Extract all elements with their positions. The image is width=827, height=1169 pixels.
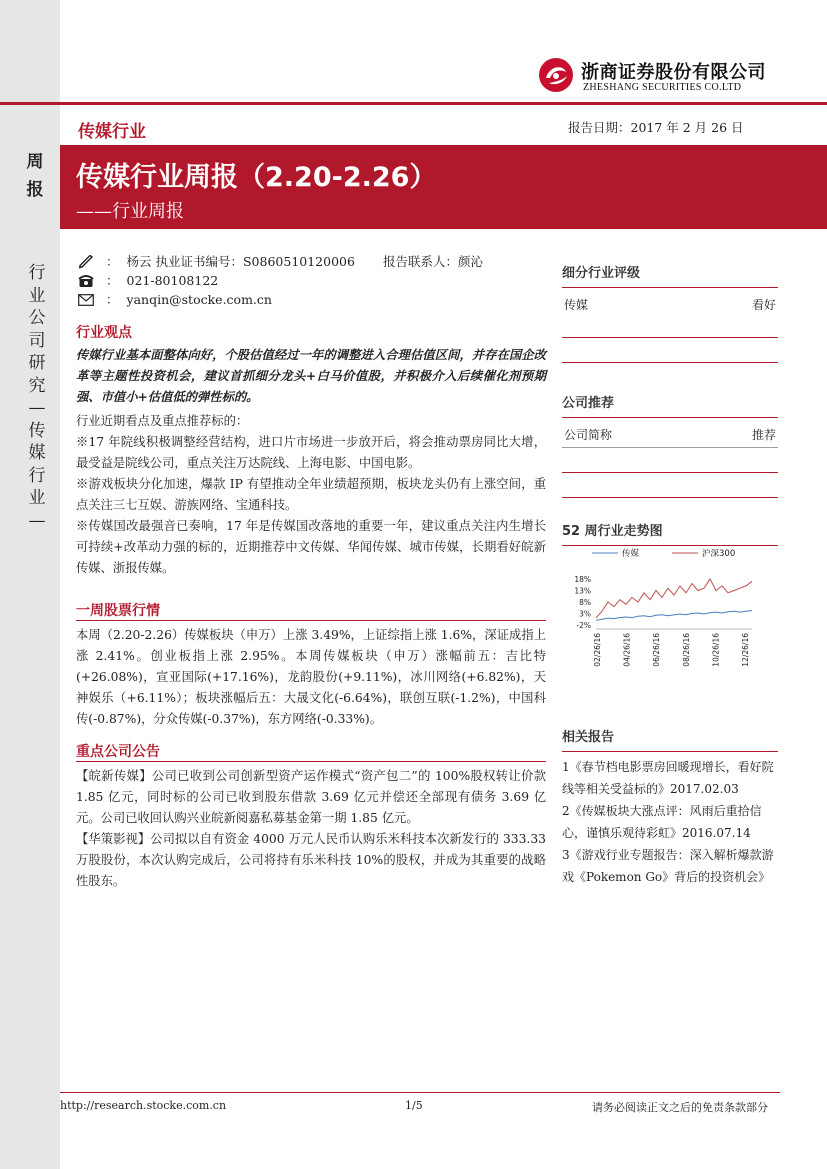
x-tick-label: 08/26/16 [681, 633, 691, 667]
view-section-title: 行业观点 [76, 325, 132, 341]
logo-en-name: ZHESHANG SECURITIES CO.LTD [583, 82, 742, 93]
pen-icon [78, 255, 100, 269]
announcements-section [76, 766, 546, 892]
view-point: ※传媒国改最强音已奏响，17 年是传媒国改落地的重要一年，建议重点关注内生增长可持续+改革动力强的标的，近期推荐中文传媒、华闻传媒、城市传媒，长期看好皖新传媒、浙报传媒。 [76, 519, 546, 575]
x-tick-label: 06/26/16 [652, 633, 662, 667]
recommend-header [562, 426, 778, 443]
rating-panel [562, 262, 778, 363]
doc-type-label: 周报 [26, 152, 44, 200]
view-point: ※游戏板块分化加速，爆款 IP 有望推动全年业绩超预期，板块龙头仍有上涨空间，重点关注三七互娱、游族网络、宝通科技。 [76, 477, 546, 512]
view-point: ※17 年院线积极调整经营结构，进口片市场进一步放开后，将会推动票房同比大增，最受益是院线公司，重点关注万达院线、上海电影、中国电影。 [76, 435, 546, 470]
footer-rule [60, 1092, 780, 1093]
header-rule [0, 102, 827, 105]
x-tick-label: 12/26/16 [741, 633, 750, 667]
report-subtitle: ——行业周报 [76, 201, 184, 222]
market-text: 本周（2.20-2.26）传媒板块（申万）上涨 3.49%，上证综指上涨 1.6%，深证成指上涨 2.41%。创业板指上涨 2.95%。本周传媒板块（申万）涨幅前五：吉比特(+26.08%)，宣亚国际(+17.16%)，龙韵股份(+9.11%)，冰川网络(+6.82%)，天神娱乐（+6.11%）；板块涨幅后五：大晟文化(-6.64%)，联创互联(-1.2%)，中国科传(-0.87%)，分众传媒(-0.37%)，东方网络(-0.33%)。 [76, 628, 546, 726]
logo-cn-name: 浙商证券股份有限公司 [581, 62, 766, 83]
recommend-panel [562, 392, 778, 498]
announcement-item: 【华策影视】公司拟以自有资金 4000 万元人民币认购乐米科技本次新发行的 333.33 万股股份，本次认购完成后，公司将持有乐米科技 10%的股权，并成为其重要的战略性股东。 [76, 832, 546, 888]
related-report-item[interactable]: 1《春节档电影票房回暖现增长，看好院线等相关受益标的》2017.02.03 [562, 760, 774, 796]
related-list [562, 756, 778, 888]
analyst-info: 杨云 执业证书编号：S0860510120006 [126, 254, 355, 269]
x-tick-label: 10/26/16 [711, 633, 721, 667]
email-address[interactable]: yanqin@stocke.com.cn [126, 292, 272, 307]
announcements-section-rule [76, 761, 546, 762]
rating-title: 细分行业评级 [562, 266, 641, 281]
footer-url[interactable]: http://research.stocke.com.cn [60, 1099, 227, 1112]
recommend-col-name: 公司简称 [564, 428, 613, 442]
liaison-info: 报告联系人：颜沁 [382, 254, 483, 269]
y-tick-label: 13% [574, 586, 591, 596]
title-banner [60, 145, 827, 229]
market-section-rule [76, 620, 546, 621]
y-tick-label: 3% [579, 609, 591, 619]
trend-panel [562, 520, 778, 546]
series-line [596, 579, 752, 618]
report-title: 传媒行业周报（2.20-2.26） [76, 162, 437, 193]
legend-label: 沪深300 [702, 549, 736, 559]
legend-label: 传媒 [622, 549, 640, 559]
industry-label: 传媒行业 [78, 122, 146, 142]
phone-icon [78, 274, 100, 288]
recommend-col-rec: 推荐 [751, 428, 776, 442]
view-intro: 行业近期看点及重点推荐标的： [76, 414, 249, 428]
phone-row: ： 021-80108122 [78, 271, 483, 290]
related-report-item[interactable]: 2《传媒板块大涨点评：风雨后重拾信心，谨慎乐观待彩虹》2016.07.14 [562, 804, 762, 840]
view-section [76, 344, 546, 579]
view-summary: 传媒行业基本面整体向好，个股估值经过一年的调整进入合理估值区间，并存在国企改革等主题性投资机会，建议首抓细分龙头+白马价值股，并积极介入后续催化剂预期强、市值小+估值低的弹性标的。 [76, 347, 546, 404]
y-tick-label: 8% [579, 598, 591, 607]
rating-row [562, 296, 778, 313]
related-report-item[interactable]: 3《游戏行业专题报告：深入解析爆款游戏《Pokemon Go》背后的投资机会》 [562, 848, 774, 884]
related-panel [562, 726, 778, 888]
phone-number: 021-80108122 [126, 273, 219, 288]
company-logo [537, 56, 777, 100]
recommend-title: 公司推荐 [562, 396, 615, 411]
category-vertical-label: 行业公司研究—传媒行业— [28, 263, 46, 531]
zheshang-logo-icon [537, 56, 575, 94]
x-tick-label: 02/26/16 [593, 633, 602, 667]
analyst-row: ： 杨云 执业证书编号：S0860510120006 报告联系人：颜沁 [78, 252, 483, 271]
report-date: 报告日期：2017 年 2 月 26 日 [568, 120, 744, 135]
rating-value: 看好 [751, 298, 776, 312]
rating-industry: 传媒 [564, 298, 589, 312]
email-row: ： yanqin@stocke.com.cn [78, 290, 483, 309]
y-tick-label: 18% [574, 575, 591, 584]
page-number: 1/5 [405, 1099, 423, 1112]
envelope-icon [78, 294, 100, 306]
contact-block [78, 252, 483, 309]
trend-title: 52 周行业走势图 [562, 524, 663, 539]
trend-chart [562, 545, 778, 705]
market-section [76, 625, 546, 730]
x-tick-label: 04/26/16 [622, 633, 632, 667]
market-section-title: 一周股票行情 [76, 603, 160, 619]
announcement-item: 【皖新传媒】公司已收到公司创新型资产运作模式“资产包二”的 100%股权转让价款 1.85 亿元，同时标的公司已收到股东借款 3.69 亿元并偿还全部现有债务 3.69 亿元。公司已收回认购兴业皖新阅嘉私募基金第一期 1.85 亿元。 [76, 769, 546, 825]
disclaimer-note: 请务必阅读正文之后的免责条款部分 [592, 1101, 768, 1114]
series-line [596, 611, 752, 621]
y-tick-label: -2% [576, 621, 591, 630]
related-title: 相关报告 [562, 730, 615, 745]
announcements-section-title: 重点公司公告 [76, 744, 160, 760]
